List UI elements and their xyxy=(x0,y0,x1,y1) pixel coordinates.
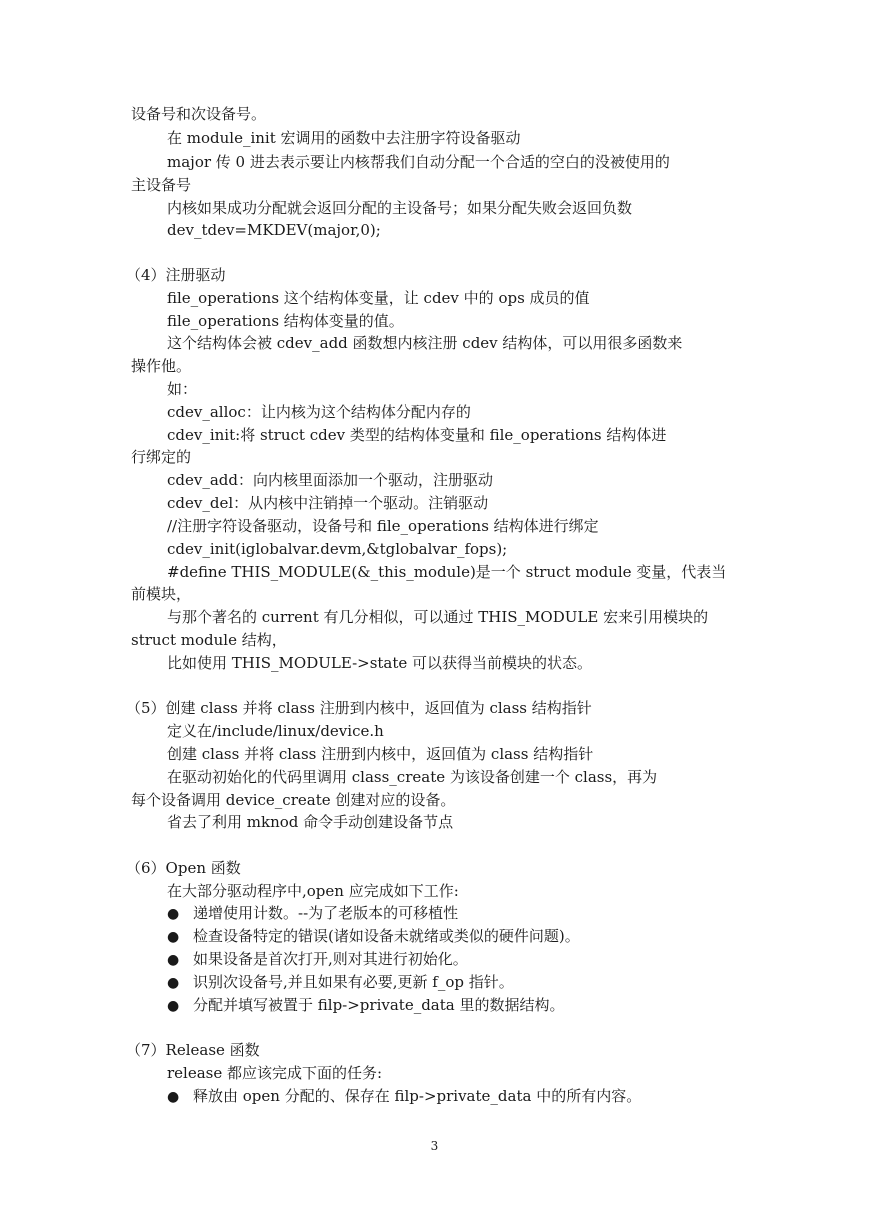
list-item xyxy=(167,948,468,970)
bullet-icon: ● xyxy=(167,929,180,945)
paragraph-line: release 都应该完成下面的任务: xyxy=(167,1064,383,1082)
section-heading-4: （4）注册驱动 xyxy=(126,266,226,284)
list-item-text: 如果设备是首次打开,则对其进行初始化。 xyxy=(193,950,468,968)
paragraph-line: cdev_init:将 struct cdev 类型的结构体变量和 file_operations 结构体进 xyxy=(167,426,667,444)
page-number: 3 xyxy=(430,1139,439,1153)
paragraph-line: 设备号和次设备号。 xyxy=(131,105,267,123)
bullet-icon: ● xyxy=(167,906,180,922)
paragraph-line: 定义在/include/linux/device.h xyxy=(167,722,384,740)
paragraph-line: 行绑定的 xyxy=(131,448,192,466)
code-line: cdev_init(iglobalvar.devm,&tglobalvar_fops); xyxy=(167,540,508,558)
paragraph-line: //注册字符设备驱动，设备号和 file_operations 结构体进行绑定 xyxy=(167,517,599,535)
paragraph-line: cdev_alloc：让内核为这个结构体分配内存的 xyxy=(167,403,471,421)
bullet-icon: ● xyxy=(167,998,180,1014)
paragraph-line: 在驱动初始化的代码里调用 class_create 为该设备创建一个 class，再为 xyxy=(167,768,658,786)
list-item xyxy=(167,925,580,947)
paragraph-line: 内核如果成功分配就会返回分配的主设备号；如果分配失败会返回负数 xyxy=(167,199,633,217)
list-item xyxy=(167,971,514,993)
code-line: dev_tdev=MKDEV(major,0); xyxy=(167,221,381,239)
list-item xyxy=(167,902,458,924)
section-heading-6: （6）Open 函数 xyxy=(126,859,241,877)
paragraph-line: file_operations 结构体变量的值。 xyxy=(167,312,404,330)
paragraph-line: file_operations 这个结构体变量，让 cdev 中的 ops 成员的值 xyxy=(167,289,590,307)
paragraph-line: 比如使用 THIS_MODULE->state 可以获得当前模块的状态。 xyxy=(167,654,593,672)
list-item-text: 释放由 open 分配的、保存在 filp->private_data 中的所有内容。 xyxy=(193,1087,642,1105)
paragraph-line: major 传 0 进去表示要让内核帮我们自动分配一个合适的空白的没被使用的 xyxy=(167,153,670,171)
paragraph-line: 如： xyxy=(167,380,198,398)
paragraph-line: #define THIS_MODULE(&_this_module)是一个 struct module 变量，代表当 xyxy=(167,563,727,581)
bullet-icon: ● xyxy=(167,1089,180,1105)
paragraph-line: 操作他。 xyxy=(131,357,192,375)
section-heading-5: （5）创建 class 并将 class 注册到内核中，返回值为 class 结构指针 xyxy=(126,699,592,717)
paragraph-line: cdev_add：向内核里面添加一个驱动，注册驱动 xyxy=(167,471,494,489)
paragraph-line: 在 module_init 宏调用的函数中去注册字符设备驱动 xyxy=(167,129,521,147)
section-heading-7: （7）Release 函数 xyxy=(126,1041,260,1059)
paragraph-line: 省去了利用 mknod 命令手动创建设备节点 xyxy=(167,813,454,831)
paragraph-line: 在大部分驱动程序中,open 应完成如下工作: xyxy=(167,882,459,900)
list-item-text: 识别次设备号,并且如果有必要,更新 f_op 指针。 xyxy=(193,973,514,991)
paragraph-line: 主设备号 xyxy=(131,176,192,194)
bullet-icon: ● xyxy=(167,952,180,968)
paragraph-line: 前模块， xyxy=(131,585,192,603)
paragraph-line: 每个设备调用 device_create 创建对应的设备。 xyxy=(131,791,456,809)
list-item-text: 检查设备特定的错误(诸如设备未就绪或类似的硬件问题)。 xyxy=(193,927,580,945)
list-item xyxy=(167,1085,641,1107)
list-item-text: 递增使用计数。--为了老版本的可移植性 xyxy=(193,904,459,922)
paragraph-line: struct module 结构， xyxy=(131,631,287,649)
bullet-icon: ● xyxy=(167,975,180,991)
paragraph-line: cdev_del：从内核中注销掉一个驱动。注销驱动 xyxy=(167,494,489,512)
paragraph-line: 这个结构体会被 cdev_add 函数想内核注册 cdev 结构体，可以用很多函数来 xyxy=(167,334,683,352)
paragraph-line: 创建 class 并将 class 注册到内核中，返回值为 class 结构指针 xyxy=(167,745,594,763)
paragraph-line: 与那个著名的 current 有几分相似，可以通过 THIS_MODULE 宏来引用模块的 xyxy=(167,608,709,626)
list-item xyxy=(167,994,565,1016)
list-item-text: 分配并填写被置于 filp->private_data 里的数据结构。 xyxy=(193,996,565,1014)
